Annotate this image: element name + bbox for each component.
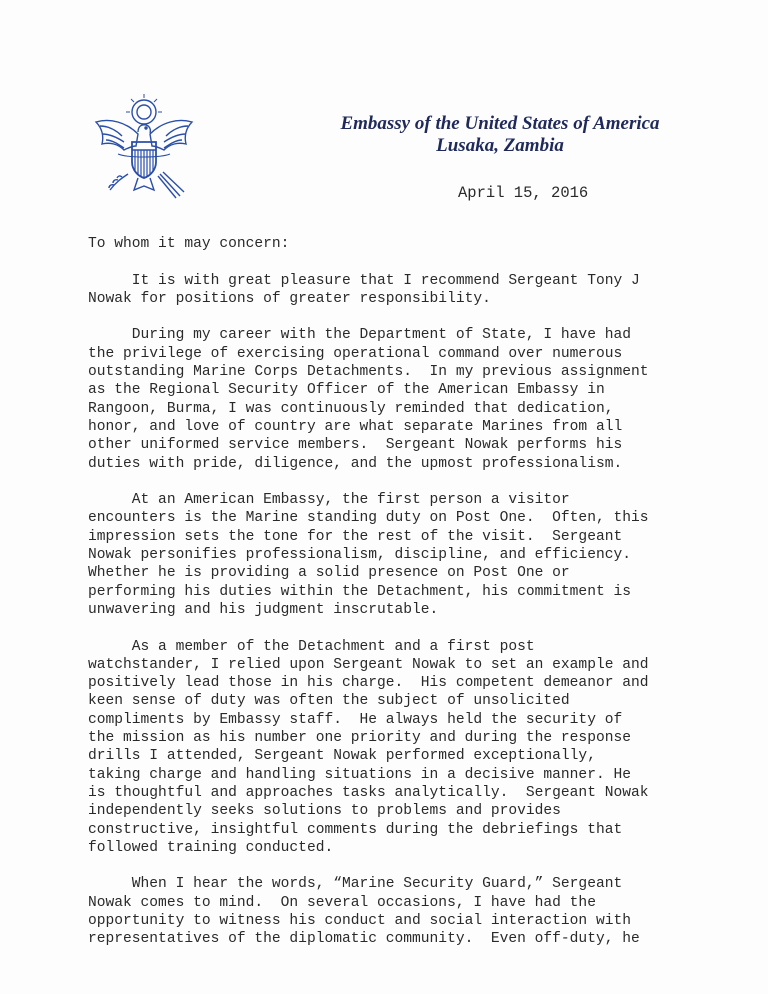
letter-date: April 15, 2016	[458, 184, 589, 202]
paragraph-line: impression sets the tone for the rest of the visit. Sergeant	[88, 528, 623, 545]
paragraph-line: drills I attended, Sergeant Nowak performed exceptionally,	[88, 748, 596, 765]
paragraph-line: the mission as his number one priority and during the response	[88, 730, 631, 747]
paragraph-line: duties with pride, diligence, and the upmost professionalism.	[88, 455, 623, 472]
paragraph-line: As a member of the Detachment and a first post	[88, 638, 535, 655]
paragraph-line: It is with great pleasure that I recommend Sergeant Tony J	[88, 272, 640, 289]
paragraph-line: taking charge and handling situations in a decisive manner. He	[88, 766, 631, 783]
paragraph-line: representatives of the diplomatic community. Even off-duty, he	[88, 931, 640, 948]
salutation: To whom it may concern:	[88, 236, 290, 252]
paragraph-line: encounters is the Marine standing duty on Post One. Often, this	[88, 510, 649, 527]
paragraph-line: Nowak comes to mind. On several occasions, I have had the	[88, 894, 596, 911]
paragraph-line: watchstander, I relied upon Sergeant Nowak to set an example and	[88, 656, 649, 673]
paragraph-2	[88, 326, 708, 472]
paragraph-1	[88, 272, 708, 309]
embassy-letterhead	[300, 113, 700, 157]
letter-body	[88, 235, 708, 949]
paragraph-line: keen sense of duty was often the subject of unsolicited	[88, 693, 570, 710]
paragraph-line: constructive, insightful comments during the debriefings that	[88, 821, 623, 838]
letterhead-embassy-name: Embassy of the United States of America	[340, 113, 660, 134]
paragraph-line: Whether he is providing a solid presence on Post One or	[88, 565, 570, 582]
paragraph-5	[88, 875, 708, 948]
letterhead-location: Lusaka, Zambia	[436, 135, 564, 156]
paragraph-line: is thoughtful and approaches tasks analytically. Sergeant Nowak	[88, 784, 649, 801]
paragraph-line: positively lead those in his charge. His competent demeanor and	[88, 675, 649, 692]
paragraph-line: Nowak personifies professionalism, discipline, and efficiency.	[88, 547, 631, 564]
paragraph-line: the privilege of exercising operational command over numerous	[88, 345, 623, 362]
great-seal-eagle-icon	[88, 92, 200, 204]
paragraph-line: as the Regional Security Officer of the American Embassy in	[88, 382, 605, 399]
paragraph-line: Nowak for positions of greater responsibility.	[88, 290, 491, 307]
paragraph-line: followed training conducted.	[88, 839, 334, 856]
paragraph-line: When I hear the words, “Marine Security Guard,” Sergeant	[88, 876, 623, 893]
paragraph-line: compliments by Embassy staff. He always held the security of	[88, 711, 623, 728]
paragraph-line: performing his duties within the Detachment, his commitment is	[88, 583, 631, 600]
paragraph-4	[88, 638, 708, 858]
paragraph-line: At an American Embassy, the first person a visitor	[88, 492, 570, 509]
paragraph-line: outstanding Marine Corps Detachments. In my previous assignment	[88, 364, 649, 381]
paragraph-3	[88, 491, 708, 619]
paragraph-line: independently seeks solutions to problems and provides	[88, 803, 561, 820]
paragraph-line: unwavering and his judgment inscrutable.	[88, 601, 439, 618]
paragraph-line: other uniformed service members. Sergeant Nowak performs his	[88, 437, 623, 454]
paragraph-line: opportunity to witness his conduct and social interaction with	[88, 912, 631, 929]
paragraph-line: honor, and love of country are what separate Marines from all	[88, 418, 623, 435]
paragraph-line: During my career with the Department of State, I have had	[88, 327, 631, 344]
paragraph-line: Rangoon, Burma, I was continuously reminded that dedication,	[88, 400, 614, 417]
